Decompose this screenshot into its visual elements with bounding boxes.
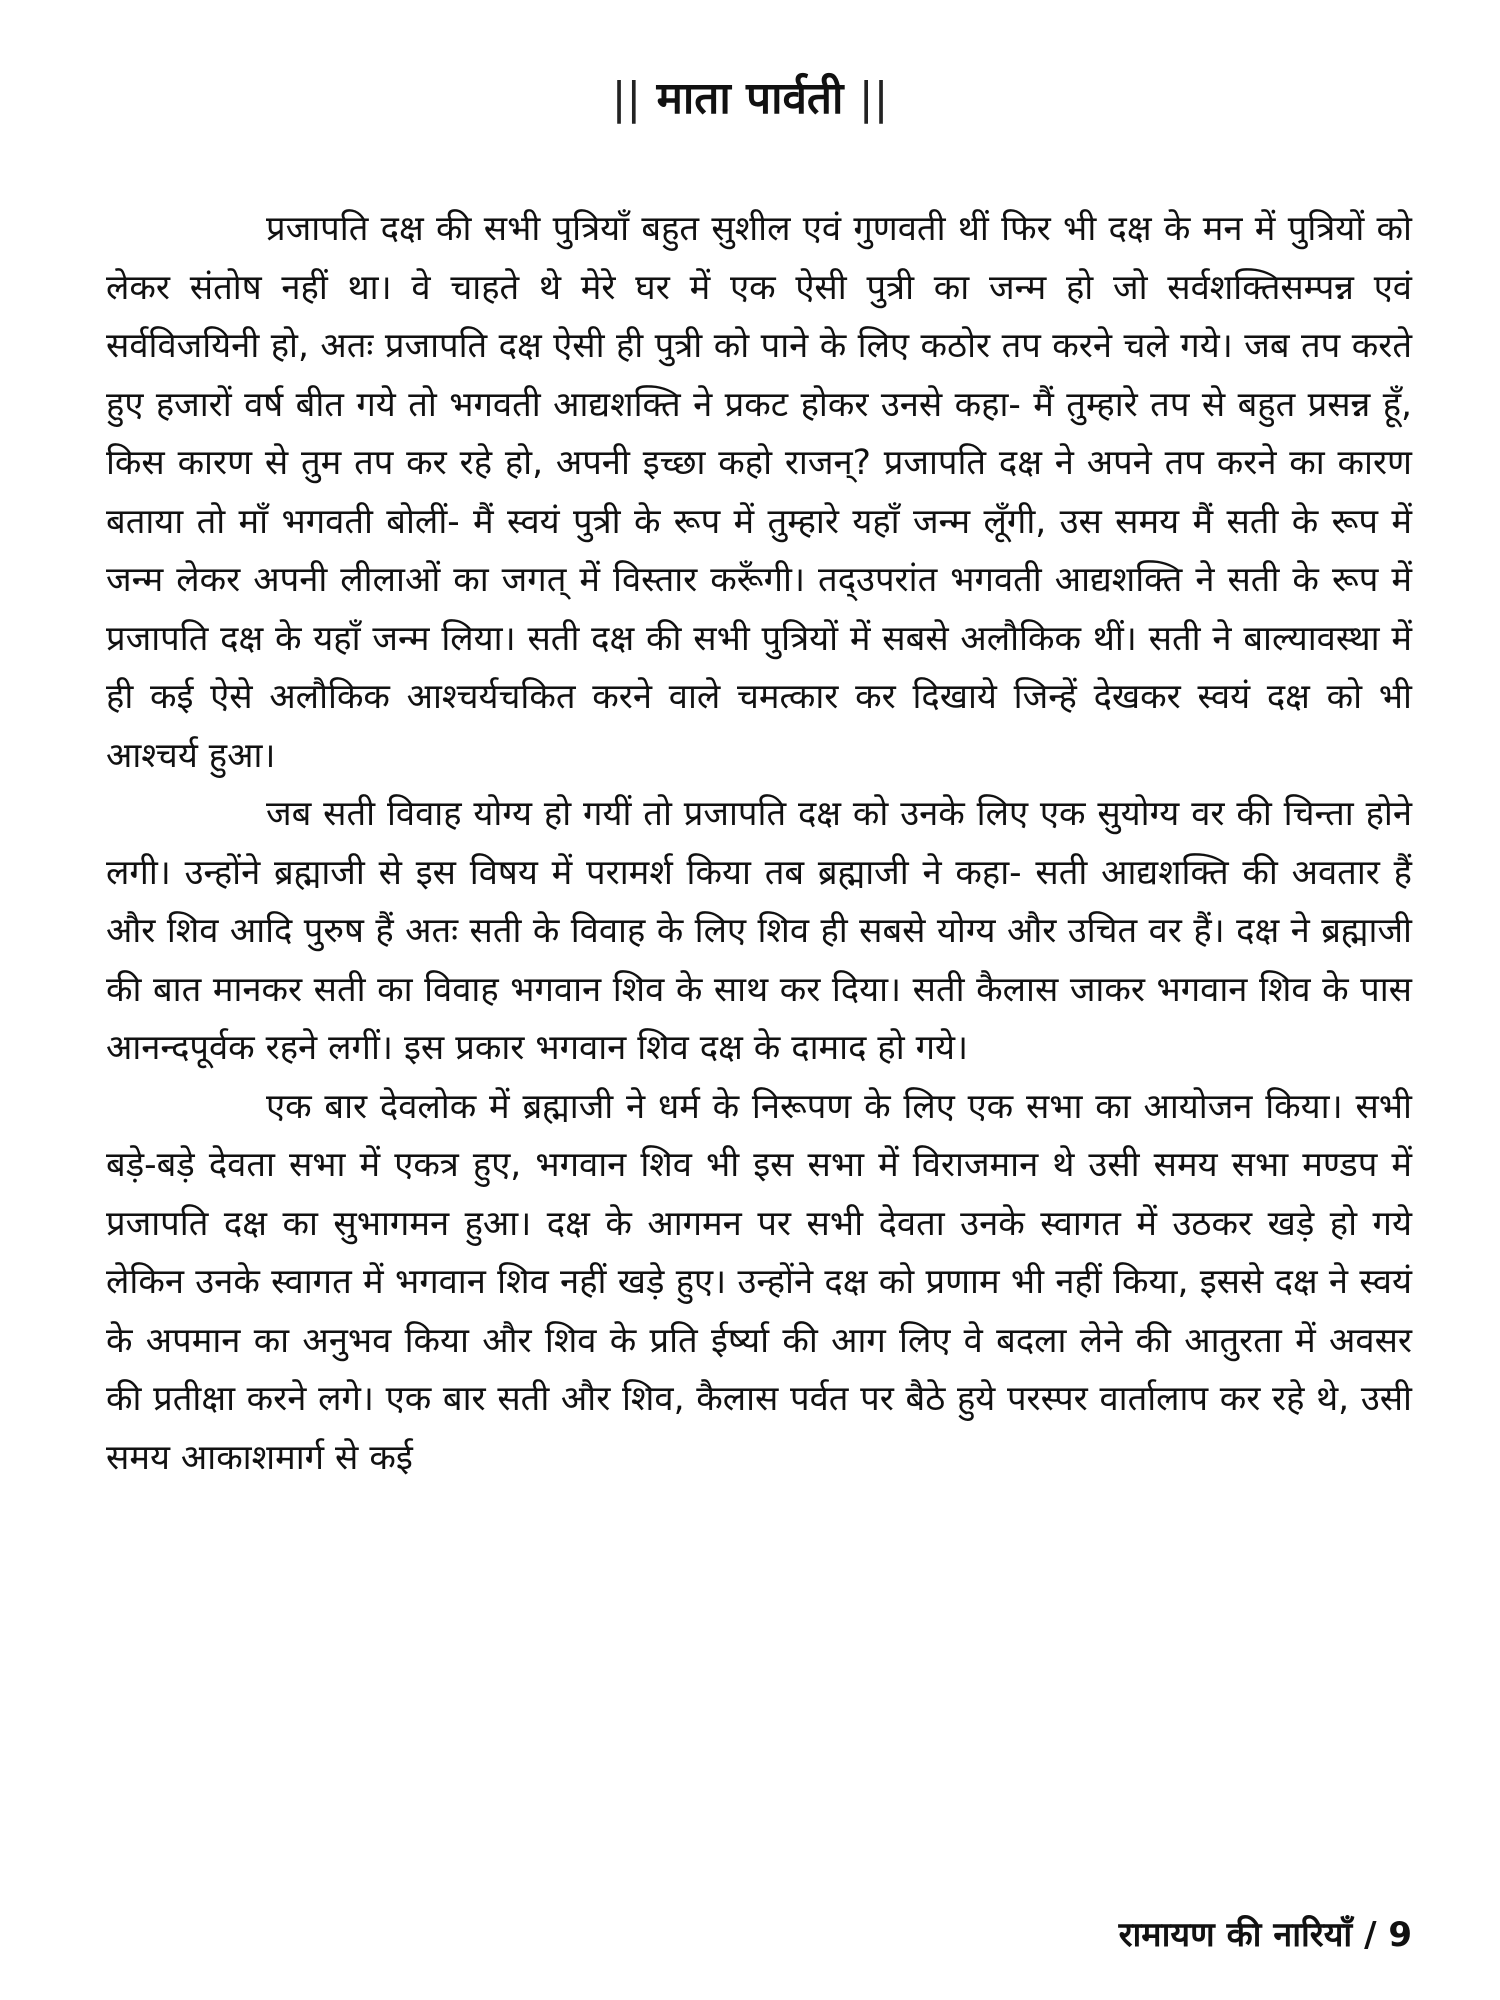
- body-text: [106, 200, 1412, 1487]
- paragraph-1: प्रजापति दक्ष की सभी पुत्रियाँ बहुत सुशील एवं गुणवती थीं फिर भी दक्ष के मन में पुत्रियों को लेकर संतोष नहीं था। वे चाहते थे मेरे घर में एक ऐसी पुत्री का जन्म हो जो सर्वशक्तिसम्पन्न एवं सर्वविजयिनी हो, अतः प्रजापति दक्ष ऐसी ही पुत्री को पाने के लिए कठोर तप करने चले गये। जब तप करते हुए हजारों वर्ष बीत गये तो भगवती आद्यशक्ति ने प्रकट होकर उनसे कहा- मैं तुम्हारे तप से बहुत प्रसन्न हूँ, किस कारण से तुम तप कर रहे हो, अपनी इच्छा कहो राजन्? प्रजापति दक्ष ने अपने तप करने का कारण बताया तो माँ भगवती बोलीं- मैं स्वयं पुत्री के रूप में तुम्हारे यहाँ जन्म लूँगी, उस समय मैं सती के रूप में जन्म लेकर अपनी लीलाओं का जगत् में विस्तार करूँगी। तद्उपरांत भगवती आद्यशक्ति ने सती के रूप में प्रजापति दक्ष के यहाँ जन्म लिया। सती दक्ष की सभी पुत्रियों में सबसे अलौकिक थीं। सती ने बाल्यावस्था में ही कई ऐसे अलौकिक आश्चर्यचकित करने वाले चमत्कार कर दिखाये जिन्हें देखकर स्वयं दक्ष को भी आश्चर्य हुआ।: [106, 209, 1412, 776]
- page-footer: रामायण की नारियाँ / 9: [1118, 1915, 1412, 1955]
- title-text: माता पार्वती: [656, 73, 844, 124]
- page-title: [0, 64, 1500, 134]
- title-left-bars: ||: [611, 73, 642, 124]
- paragraph-2: जब सती विवाह योग्य हो गयीं तो प्रजापति दक्ष को उनके लिए एक सुयोग्य वर की चिन्ता होने लगी। उन्होंने ब्रह्माजी से इस विषय में परामर्श किया तब ब्रह्माजी ने कहा- सती आद्यशक्ति की अवतार हैं और शिव आदि पुरुष हैं अतः सती के विवाह के लिए शिव ही सबसे योग्य और उचित वर हैं। दक्ष ने ब्रह्माजी की बात मानकर सती का विवाह भगवान शिव के साथ कर दिया। सती कैलास जाकर भगवान शिव के पास आनन्दपूर्वक रहने लगीं। इस प्रकार भगवान शिव दक्ष के दामाद हो गये।: [106, 794, 1412, 1068]
- paragraph-3: एक बार देवलोक में ब्रह्माजी ने धर्म के निरूपण के लिए एक सभा का आयोजन किया। सभी बड़े-बड़े देवता सभा में एकत्र हुए, भगवान शिव भी इस सभा में विराजमान थे उसी समय सभा मण्डप में प्रजापति दक्ष का सुभागमन हुआ। दक्ष के आगमन पर सभी देवता उनके स्वागत में उठकर खड़े हो गये लेकिन उनके स्वागत में भगवान शिव नहीं खड़े हुए। उन्होंने दक्ष को प्रणाम भी नहीं किया, इससे दक्ष ने स्वयं के अपमान का अनुभव किया और शिव के प्रति ईर्ष्या की आग लिए वे बदला लेने की आतुरता में अवसर की प्रतीक्षा करने लगे। एक बार सती और शिव, कैलास पर्वत पर बैठे हुये परस्पर वार्तालाप कर रहे थे, उसी समय आकाशमार्ग से कई: [106, 1086, 1412, 1478]
- title-right-bars: ||: [858, 73, 889, 124]
